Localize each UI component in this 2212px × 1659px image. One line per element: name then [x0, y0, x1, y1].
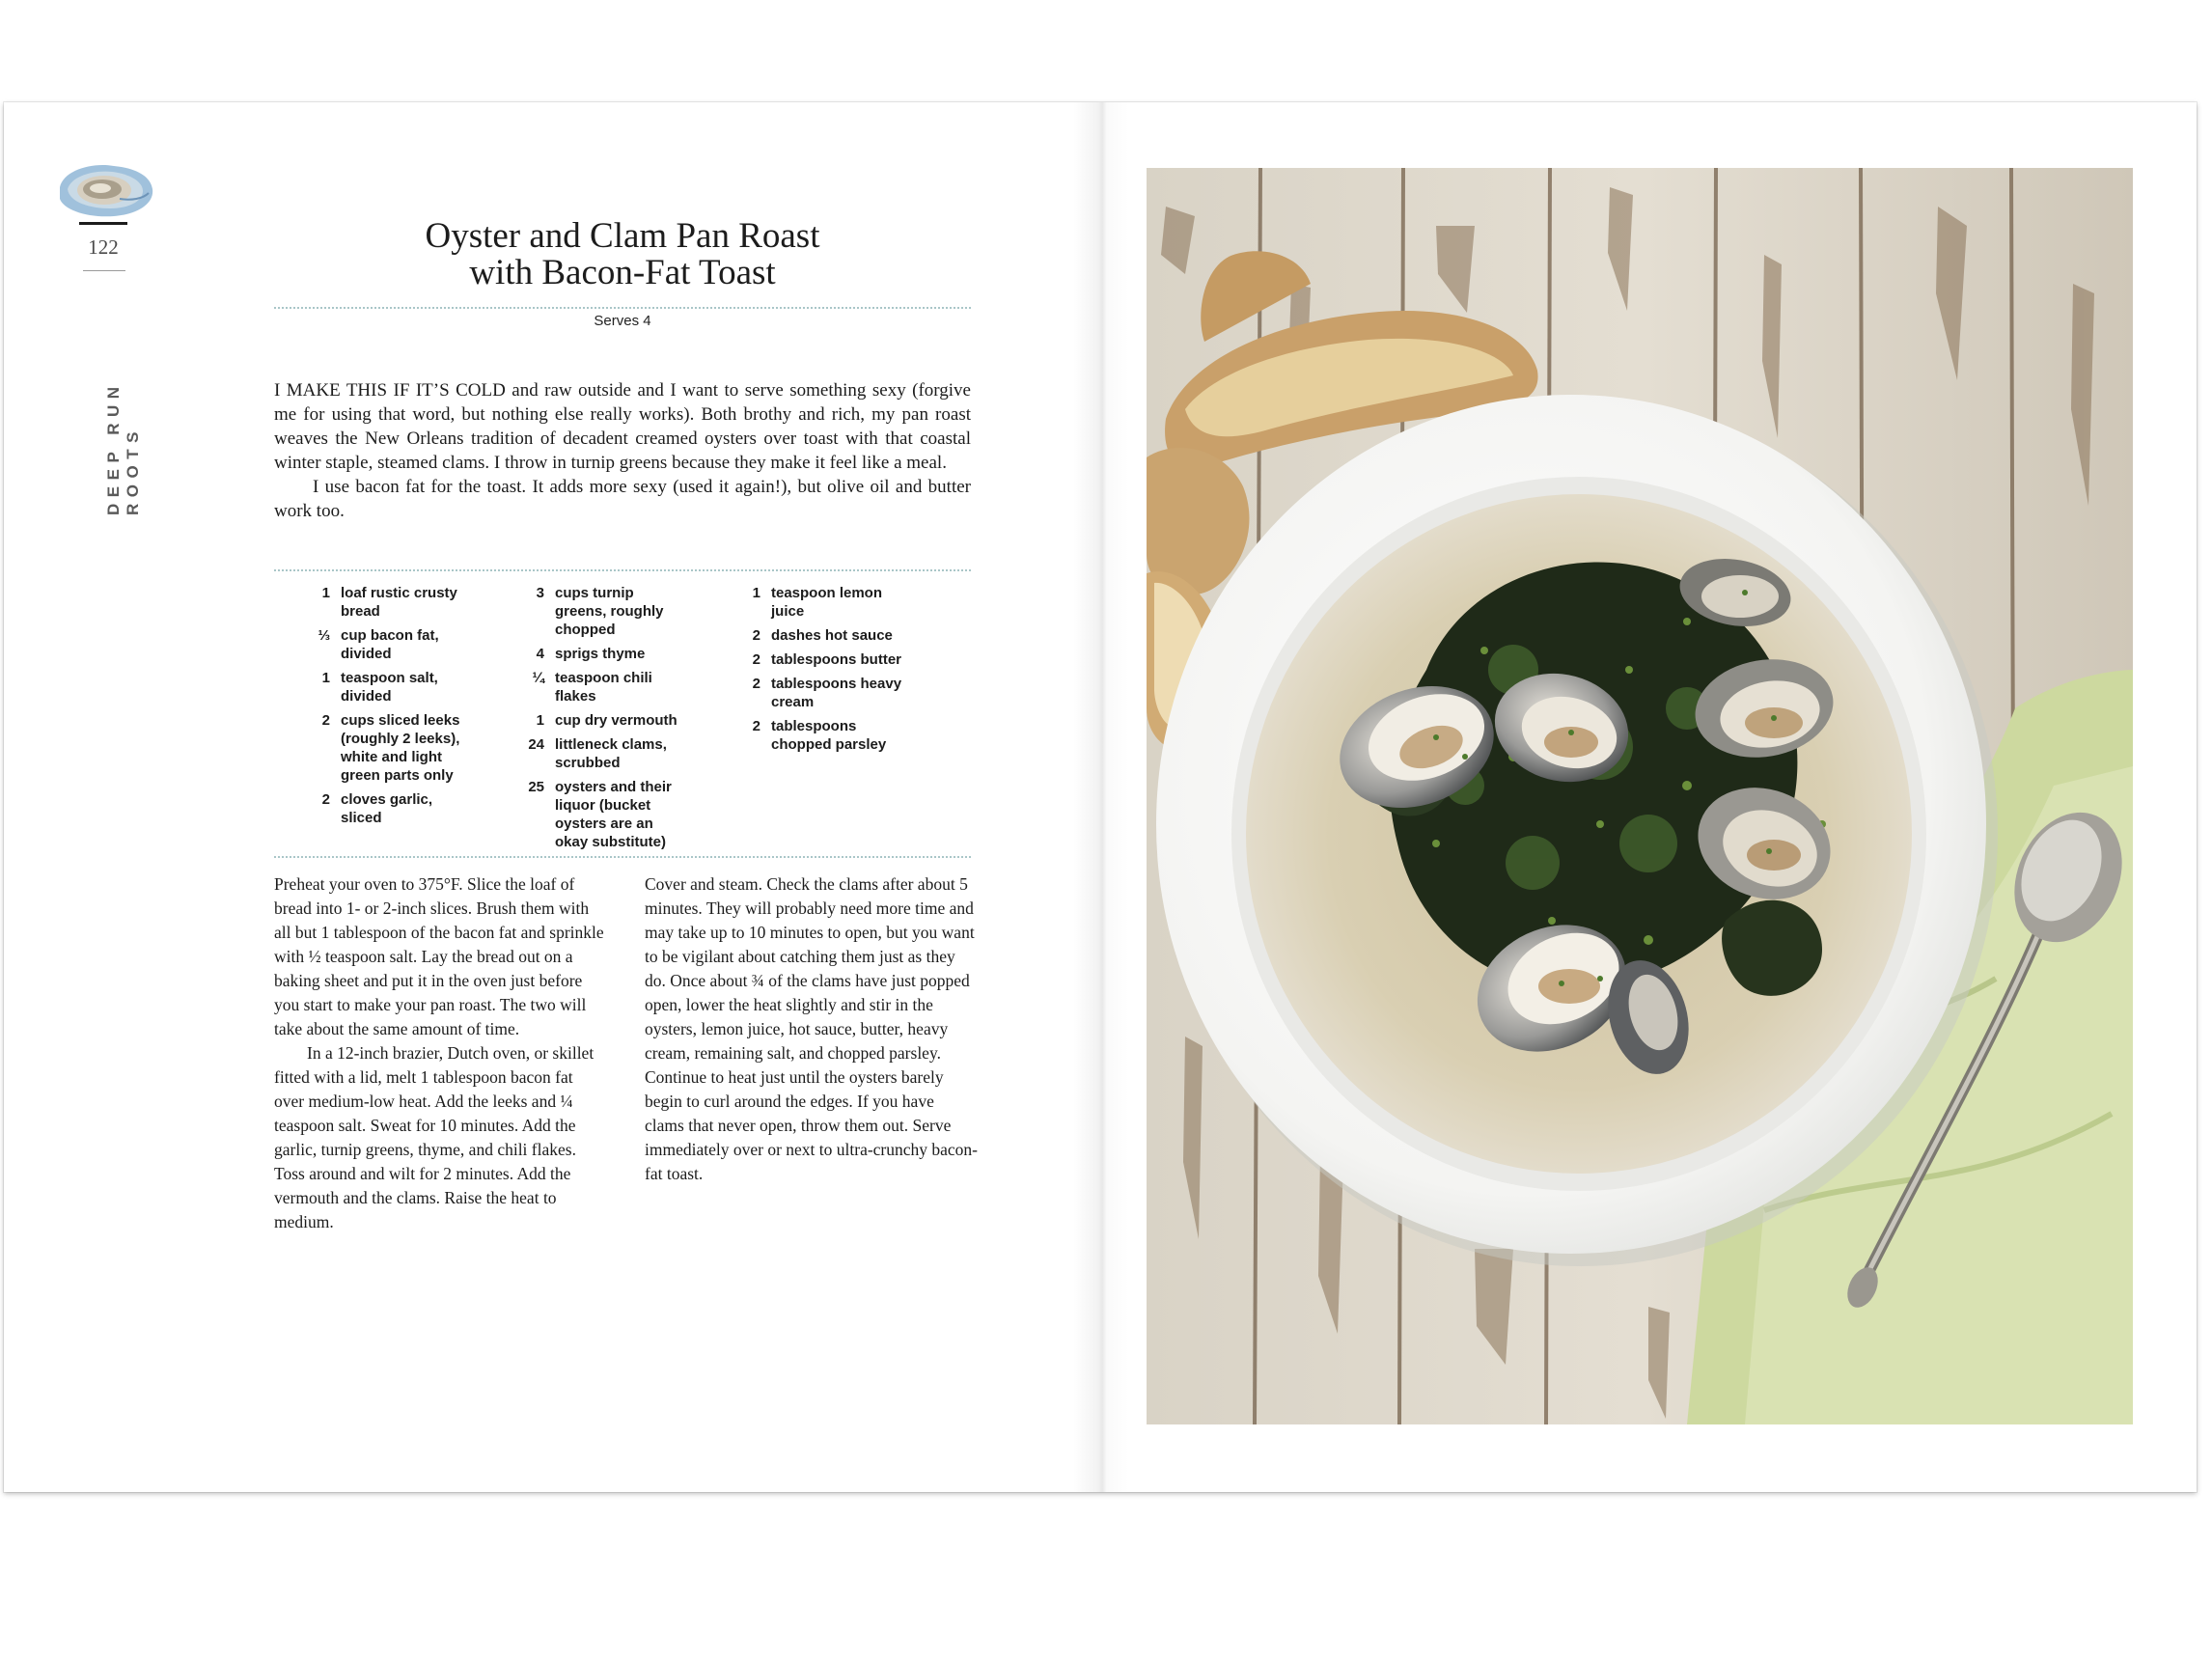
- ingredient-row: [280, 711, 473, 785]
- folio-rule: [79, 222, 127, 225]
- ingredient-item: cloves garlic, sliced: [341, 791, 433, 826]
- ingredient-item: cups turnip greens, roughly chopped: [555, 585, 664, 638]
- ingredient-row: [710, 584, 903, 621]
- ingredient-column-2: [494, 584, 687, 857]
- headnote-paragraph: I MAKE THIS IF IT’S COLD and raw outside and I want to serve something sexy (forgive me for using that word, but nothing else really works). Both brothy and rich, my pan roast weaves the New Orleans tradition of decadent creamed oysters over toast with that coastal winter staple, steamed clams. I throw in turnip greens because they make it feel like a meal.: [274, 380, 971, 473]
- method-paragraph: Cover and steam. Check the clams after about 5 minutes. They will probably need more time and may take up to 10 minutes to open, but you want to be vigilant about catching them just as they do. Once about ¾ of the clams have just popped open, lower the heat slightly and stir in the oysters, lemon juice, hot sauce, butter, heavy cream, remaining salt, and chopped parsley. Continue to heat just until the oysters barely begin to curl around the edges. If you have clams that never open, throw them out. Serve immediately over or next to ultra-crunchy bacon-fat toast.: [645, 874, 979, 1183]
- ingredient-qty: 2: [321, 791, 330, 808]
- headnote: [274, 378, 971, 523]
- ingredient-qty: 25: [528, 779, 544, 795]
- method-paragraph: Preheat your oven to 375°F. Slice the loaf of bread into 1- or 2-inch slices. Brush them with all but 1 tablespoon of the bacon fat and sprinkle with ½ teaspoon salt. Lay the bread out on a baking sheet and put it in the oven just before you start to make your pan roast. The two will take about the same amount of time.: [274, 874, 604, 1038]
- ingredient-qty: 1: [536, 712, 544, 729]
- ingredient-row: [710, 675, 903, 711]
- ingredient-row: [710, 626, 903, 645]
- ingredient-item: dashes hot sauce: [771, 627, 893, 644]
- serves-note: Serves 4: [594, 313, 651, 329]
- ingredient-qty: 2: [752, 718, 760, 734]
- ingredient-item: loaf rustic crusty bread: [341, 585, 457, 620]
- ingredient-qty: 2: [752, 676, 760, 692]
- ingredient-item: littleneck clams, scrubbed: [555, 736, 667, 771]
- pan-roast-photo: [1147, 168, 2133, 1424]
- recipe-title-line-1: Oyster and Clam Pan Roast: [425, 216, 820, 256]
- ingredient-item: cups sliced leeks (roughly 2 leeks), white and light green parts only: [341, 712, 460, 784]
- dotted-rule: [274, 307, 971, 309]
- ingredient-row: [494, 669, 687, 705]
- ingredient-item: tablespoons butter: [771, 651, 902, 668]
- recipe-title-line-2: with Bacon-Fat Toast: [469, 253, 776, 292]
- book-spread: [4, 102, 2197, 1492]
- ingredient-row: [494, 735, 687, 772]
- ingredient-item: cup dry vermouth: [555, 712, 677, 729]
- ingredient-qty: 2: [321, 712, 330, 729]
- ingredient-qty: 3: [536, 585, 544, 601]
- ingredient-row: [280, 584, 473, 621]
- ingredient-column-3: [710, 584, 903, 760]
- ingredient-row: [494, 711, 687, 730]
- headnote-paragraph: I use bacon fat for the toast. It adds more sexy (used it again!), but olive oil and butter work too.: [274, 477, 971, 521]
- ingredient-qty: 4: [536, 646, 544, 662]
- dotted-rule: [274, 569, 971, 571]
- ingredient-row: [710, 650, 903, 669]
- ingredient-qty: ⅓: [318, 627, 330, 644]
- folio-rule: [83, 270, 125, 271]
- ingredient-qty: 1: [752, 585, 760, 601]
- ingredient-qty: 1: [321, 585, 330, 601]
- right-page: [1100, 102, 2197, 1492]
- ingredient-item: cup bacon fat, divided: [341, 627, 439, 662]
- gutter-shadow: [1073, 102, 1129, 1492]
- ingredient-qty: 2: [752, 651, 760, 668]
- ingredient-row: [280, 790, 473, 827]
- recipe-title: [274, 218, 971, 291]
- ingredient-qty: 24: [528, 736, 544, 753]
- dotted-rule: [274, 856, 971, 858]
- ingredient-row: [494, 778, 687, 851]
- recipe-photo: [1147, 168, 2133, 1424]
- oyster-icon: [54, 160, 155, 220]
- ingredient-item: tablespoons chopped parsley: [771, 718, 887, 753]
- ingredient-item: oysters and their liquor (bucket oysters are an okay substitute): [555, 779, 672, 850]
- ingredient-row: [494, 645, 687, 663]
- ingredient-column-1: [280, 584, 473, 833]
- ingredient-qty: ¼: [532, 670, 544, 686]
- ingredient-item: teaspoon lemon juice: [771, 585, 883, 620]
- ingredient-item: tablespoons heavy cream: [771, 676, 902, 710]
- ingredient-qty: 2: [752, 627, 760, 644]
- running-head: DEEP RUN ROOTS: [104, 380, 142, 515]
- page-number: 122: [88, 235, 119, 259]
- ingredient-row: [710, 717, 903, 754]
- method-paragraph: In a 12-inch brazier, Dutch oven, or skillet fitted with a lid, melt 1 tablespoon bacon fat over medium-low heat. Add the leeks and ¼ teaspoon salt. Sweat for 10 minutes. Add the garlic, turnip greens, thyme, and chili flakes. Toss around and wilt for 2 minutes. Add the vermouth and the clams. Raise the heat to medium.: [274, 1043, 594, 1231]
- ingredient-item: teaspoon salt, divided: [341, 670, 438, 705]
- ingredient-qty: 1: [321, 670, 330, 686]
- ingredient-row: [280, 669, 473, 705]
- ingredient-item: teaspoon chili flakes: [555, 670, 652, 705]
- method-column-2: [645, 872, 978, 1186]
- ingredient-row: [494, 584, 687, 639]
- method-column-1: [274, 872, 607, 1234]
- ingredient-row: [280, 626, 473, 663]
- ingredient-item: sprigs thyme: [555, 646, 646, 662]
- left-page: [4, 102, 1100, 1492]
